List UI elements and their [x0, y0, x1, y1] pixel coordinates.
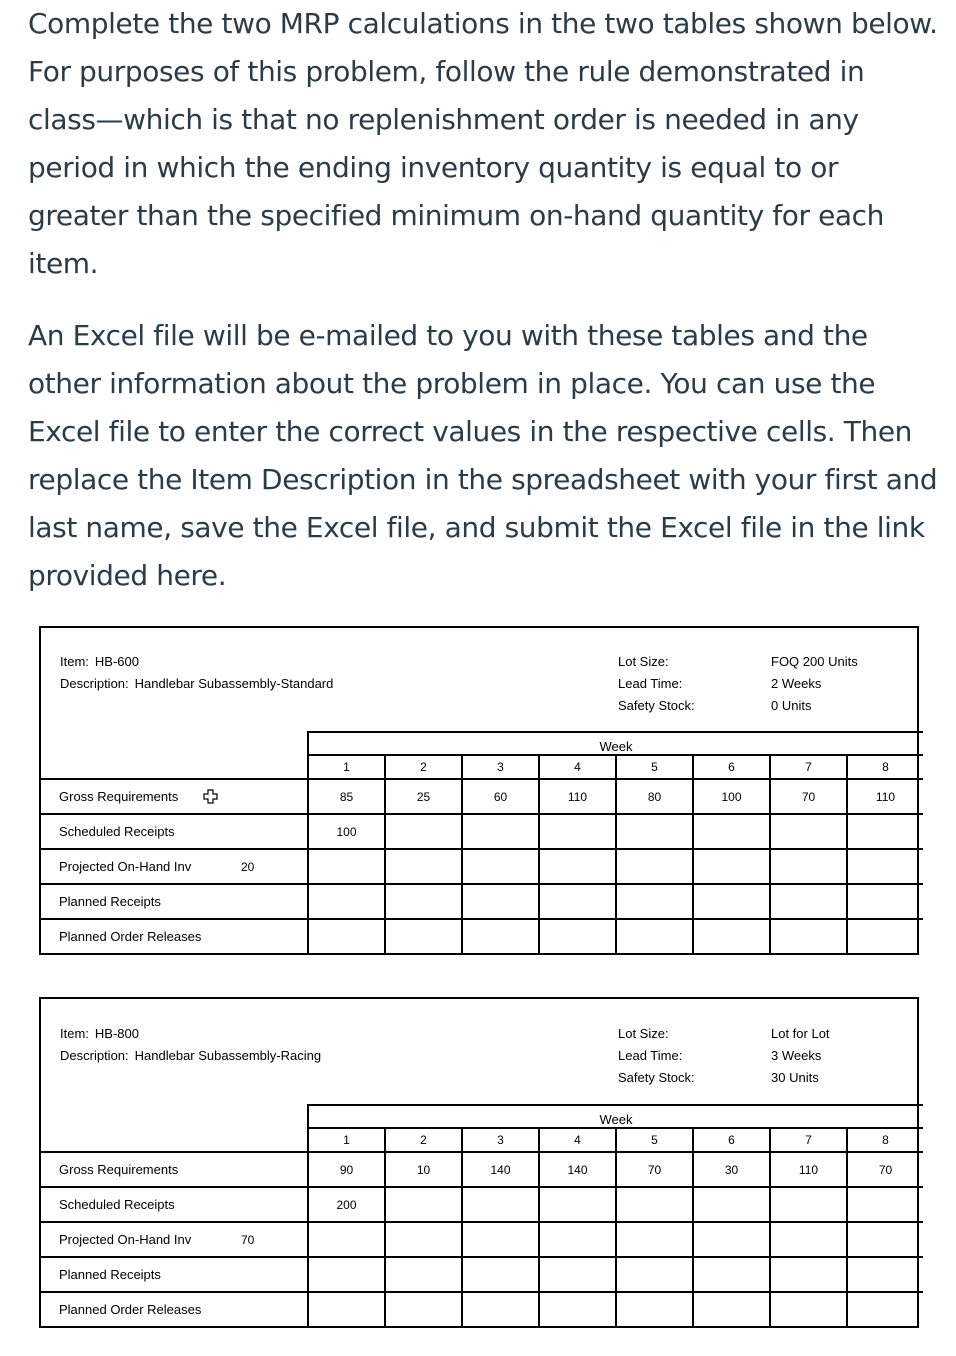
cell[interactable] [385, 1187, 462, 1222]
cell[interactable] [770, 1292, 847, 1326]
cell[interactable] [847, 1187, 923, 1222]
week-number: 3 [462, 755, 539, 779]
cell[interactable] [616, 814, 693, 849]
row-label: Projected On-Hand Inv [41, 849, 231, 884]
week-header: Week [308, 732, 923, 755]
cell[interactable] [385, 884, 462, 919]
mrp-grid [41, 731, 923, 953]
week-number: 2 [385, 1128, 462, 1152]
cell[interactable] [693, 884, 770, 919]
mrp-table-hb-600 [39, 626, 919, 955]
cell[interactable] [616, 884, 693, 919]
cell[interactable] [462, 1292, 539, 1326]
lead-time-label: Lead Time: [618, 1048, 683, 1063]
row-label: Projected On-Hand Inv [41, 1222, 231, 1257]
instructions-paragraph-1: Complete the two MRP calculations in the two tables shown below. For purposes of this problem, follow the rule demonstrated in class—which is that no replenishment order is needed in any period in which the ending inventory quantity is equal to or greater than the specified minimum on-hand quantity for each item. [28, 7, 938, 280]
cell[interactable] [770, 1222, 847, 1257]
week-number: 6 [693, 755, 770, 779]
initial-inventory: 70 [231, 1222, 308, 1257]
cell[interactable]: 200 [308, 1187, 385, 1222]
row-label: Scheduled Receipts [41, 1187, 231, 1222]
cell[interactable] [847, 884, 923, 919]
cell[interactable] [385, 814, 462, 849]
week-number: 1 [308, 1128, 385, 1152]
cell[interactable] [385, 1222, 462, 1257]
cell[interactable]: 100 [693, 779, 770, 814]
cell[interactable] [308, 1292, 385, 1326]
row-label-text: Gross Requirements [59, 789, 179, 804]
cell[interactable] [693, 1257, 770, 1292]
lot-size-value: FOQ 200 Units [771, 654, 858, 669]
cell[interactable]: 85 [308, 779, 385, 814]
week-number: 8 [847, 755, 923, 779]
cell[interactable] [847, 1292, 923, 1326]
cell[interactable] [539, 849, 616, 884]
cell[interactable]: 140 [539, 1152, 616, 1187]
week-number: 3 [462, 1128, 539, 1152]
cell[interactable] [693, 814, 770, 849]
item-code: HB-600 [94, 654, 139, 669]
cell[interactable]: 110 [847, 779, 923, 814]
cell[interactable] [462, 1187, 539, 1222]
week-number: 1 [308, 755, 385, 779]
cell[interactable]: 10 [385, 1152, 462, 1187]
cell[interactable] [539, 919, 616, 953]
item-line [60, 654, 139, 669]
week-number: 6 [693, 1128, 770, 1152]
week-number: 4 [539, 1128, 616, 1152]
row-label: Scheduled Receipts [41, 814, 231, 849]
scheduled-receipts-row [41, 814, 923, 849]
cell[interactable] [693, 919, 770, 953]
lead-time-label: Lead Time: [618, 676, 683, 691]
week-number: 2 [385, 755, 462, 779]
item-line [60, 1026, 139, 1041]
scheduled-receipts-row [41, 1187, 923, 1222]
week-number: 7 [770, 755, 847, 779]
lead-time-value: 2 Weeks [771, 676, 822, 691]
cell[interactable] [847, 1257, 923, 1292]
item-label: Item: [60, 654, 89, 669]
week-number: 8 [847, 1128, 923, 1152]
week-header: Week [308, 1105, 923, 1128]
item-label: Item: [60, 1026, 89, 1041]
cell[interactable] [539, 814, 616, 849]
mrp-table-hb-800 [39, 997, 919, 1328]
cell[interactable] [462, 814, 539, 849]
cell[interactable] [462, 1257, 539, 1292]
lot-size-label: Lot Size: [618, 654, 669, 669]
initial-inventory: 20 [231, 849, 308, 884]
gross-requirements-row [41, 779, 923, 814]
cell[interactable] [539, 1222, 616, 1257]
cell[interactable] [770, 849, 847, 884]
row-label: Planned Receipts [41, 884, 231, 919]
lead-time-value: 3 Weeks [771, 1048, 822, 1063]
cell[interactable]: 70 [847, 1152, 923, 1187]
cell[interactable] [616, 1257, 693, 1292]
cell[interactable] [308, 1257, 385, 1292]
cell[interactable]: 90 [308, 1152, 385, 1187]
cell[interactable]: 60 [462, 779, 539, 814]
cell[interactable] [693, 1187, 770, 1222]
cell[interactable] [847, 1222, 923, 1257]
cell[interactable] [693, 1292, 770, 1326]
cell[interactable] [847, 919, 923, 953]
description-label: Description: [60, 676, 129, 691]
cell[interactable] [539, 1187, 616, 1222]
cell[interactable] [616, 1222, 693, 1257]
safety-stock-label: Safety Stock: [618, 698, 695, 713]
cell[interactable] [770, 919, 847, 953]
cell[interactable] [616, 919, 693, 953]
item-description: Handlebar Subassembly-Standard [134, 676, 334, 691]
cell[interactable] [770, 1257, 847, 1292]
cell[interactable] [770, 1187, 847, 1222]
cell[interactable] [616, 1292, 693, 1326]
item-description: Handlebar Subassembly-Racing [134, 1048, 322, 1063]
row-label [41, 779, 231, 814]
description-line [60, 676, 333, 691]
cell[interactable] [385, 1257, 462, 1292]
planned-order-releases-row [41, 919, 923, 953]
cell[interactable] [693, 849, 770, 884]
projected-on-hand-row [41, 849, 923, 884]
cell[interactable] [462, 884, 539, 919]
week-number: 7 [770, 1128, 847, 1152]
safety-stock-label: Safety Stock: [618, 1070, 695, 1085]
gross-requirements-row [41, 1152, 923, 1187]
description-line [60, 1048, 321, 1063]
cell[interactable]: 70 [616, 1152, 693, 1187]
cell[interactable]: 25 [385, 779, 462, 814]
cell[interactable] [308, 1222, 385, 1257]
cell[interactable] [308, 919, 385, 953]
row-label: Planned Order Releases [41, 1292, 231, 1326]
cell[interactable] [462, 919, 539, 953]
cell[interactable] [308, 884, 385, 919]
cell[interactable] [462, 849, 539, 884]
safety-stock-value: 0 Units [771, 698, 812, 713]
cell[interactable] [539, 1257, 616, 1292]
cell[interactable] [847, 849, 923, 884]
planned-order-releases-row [41, 1292, 923, 1326]
cell[interactable]: 80 [616, 779, 693, 814]
row-label: Planned Order Releases [41, 919, 231, 953]
planned-receipts-row [41, 884, 923, 919]
cell[interactable] [462, 1222, 539, 1257]
week-number: 4 [539, 755, 616, 779]
cell[interactable]: 140 [462, 1152, 539, 1187]
cell[interactable] [385, 849, 462, 884]
cell[interactable] [308, 849, 385, 884]
instructions [28, 0, 938, 600]
cell[interactable] [770, 884, 847, 919]
cell[interactable]: 100 [308, 814, 385, 849]
instructions-paragraph-2: An Excel file will be e-mailed to you with these tables and the other information about the problem in place. You can use the Excel file to enter the correct values in the respective cells. Then replace the Item Description in the spreadsheet with your first and last name, save the Excel file, and submit the Excel file in the link provided here. [28, 319, 938, 592]
description-label: Description: [60, 1048, 129, 1063]
plus-cursor-icon [203, 789, 218, 804]
cell[interactable] [693, 1222, 770, 1257]
cell[interactable] [539, 884, 616, 919]
week-number: 5 [616, 1128, 693, 1152]
week-number: 5 [616, 755, 693, 779]
cell[interactable] [539, 1292, 616, 1326]
lot-size-label: Lot Size: [618, 1026, 669, 1041]
cell[interactable] [847, 814, 923, 849]
lot-size-value: Lot for Lot [771, 1026, 830, 1041]
cell[interactable] [385, 1292, 462, 1326]
cell[interactable] [616, 1187, 693, 1222]
row-label: Gross Requirements [41, 1152, 231, 1187]
cell[interactable]: 70 [770, 779, 847, 814]
item-code: HB-800 [94, 1026, 139, 1041]
cell[interactable] [385, 919, 462, 953]
row-label: Planned Receipts [41, 1257, 231, 1292]
planned-receipts-row [41, 1257, 923, 1292]
mrp-grid [41, 1104, 923, 1326]
cell[interactable] [770, 814, 847, 849]
cell[interactable] [616, 849, 693, 884]
projected-on-hand-row [41, 1222, 923, 1257]
cell[interactable]: 110 [539, 779, 616, 814]
safety-stock-value: 30 Units [771, 1070, 819, 1085]
cell[interactable]: 110 [770, 1152, 847, 1187]
cell[interactable]: 30 [693, 1152, 770, 1187]
